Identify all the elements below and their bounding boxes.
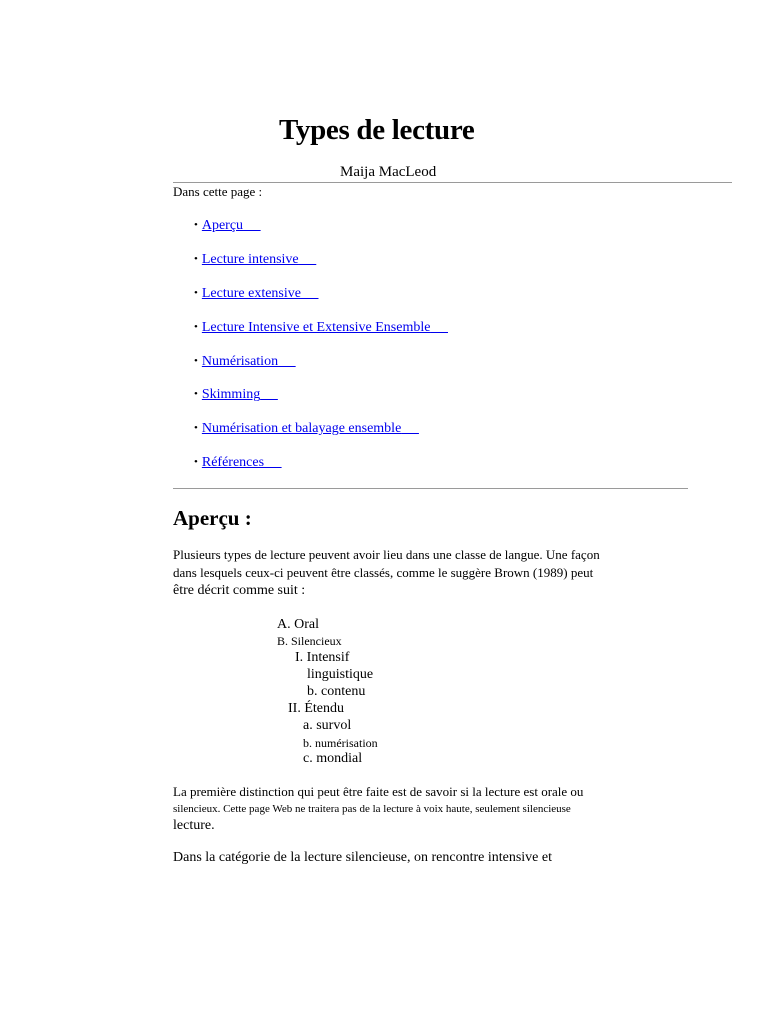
outline-item-linguistique: linguistique (307, 667, 374, 682)
overview-paragraph-1 (173, 546, 600, 600)
outline-item-intensif: I. Intensif (295, 650, 350, 665)
bullet-icon: • (194, 286, 198, 299)
paragraph-line: Plusieurs types de lecture peuvent avoir lieu dans une classe de langue. Une façon (173, 547, 600, 562)
toc-link-numerisation-balayage[interactable]: Numérisation et balayage ensemble (201, 421, 402, 437)
toc-item-apercu (194, 216, 448, 250)
bullet-icon: • (194, 354, 198, 367)
toc-item-numerisation-balayage (194, 419, 448, 453)
outline-item-survol: a. survol (303, 718, 352, 733)
toc-intro: Dans cette page : (173, 184, 263, 199)
outline-item-oral: A. Oral (277, 617, 319, 632)
toc-link-references[interactable]: Références (201, 455, 265, 471)
toc-link-intensive-extensive[interactable]: Lecture Intensive et Extensive Ensemble (201, 319, 431, 335)
bullet-icon: • (194, 388, 198, 401)
toc-item-numerisation (194, 352, 448, 386)
overview-paragraph-2 (173, 783, 583, 835)
bullet-icon: • (194, 252, 198, 265)
toc-link-lecture-intensive[interactable]: Lecture intensive (201, 251, 299, 267)
page-title: Types de lecture (279, 114, 475, 146)
toc-item-references (194, 453, 448, 487)
toc-item-intensive-extensive (194, 318, 448, 352)
bullet-icon: • (194, 320, 198, 333)
toc-item-lecture-extensive (194, 284, 448, 318)
outline-item-contenu: b. contenu (307, 684, 366, 699)
bullet-icon: • (194, 219, 198, 231)
toc-link-apercu[interactable]: Aperçu (201, 218, 244, 233)
outline-item-numerisation: b. numérisation (303, 736, 378, 750)
paragraph-line: silencieux. Cette page Web ne traitera pas de la lecture à voix haute, seulement silencieuse (173, 803, 571, 815)
toc-link-lecture-extensive[interactable]: Lecture extensive (201, 285, 301, 301)
bullet-icon: • (194, 456, 198, 469)
toc-item-skimming (194, 385, 448, 419)
toc-item-lecture-intensive (194, 250, 448, 284)
section-heading-apercu: Aperçu : (173, 506, 252, 530)
toc-link-skimming[interactable]: Skimming (201, 387, 261, 403)
paragraph-line: lecture. (173, 818, 215, 833)
divider-bottom (173, 488, 688, 489)
toc-link-numerisation[interactable]: Numérisation (201, 353, 279, 369)
author-name: Maija MacLeod (340, 164, 437, 180)
outline-item-silencieux: B. Silencieux (277, 634, 342, 648)
outline-item-etendu: II. Étendu (288, 701, 344, 716)
bullet-icon: • (194, 422, 198, 435)
overview-paragraph-3: Dans la catégorie de la lecture silencieuse, on rencontre intensive et (173, 850, 552, 865)
paragraph-line: dans lesquels ceux-ci peuvent être classés, comme le suggère Brown (1989) peut (173, 565, 594, 580)
table-of-contents (194, 216, 448, 487)
paragraph-line: La première distinction qui peut être faite est de savoir si la lecture est orale ou (173, 784, 584, 799)
paragraph-line: être décrit comme suit : (173, 583, 306, 598)
divider-top (173, 182, 732, 183)
outline-item-mondial: c. mondial (303, 751, 363, 766)
